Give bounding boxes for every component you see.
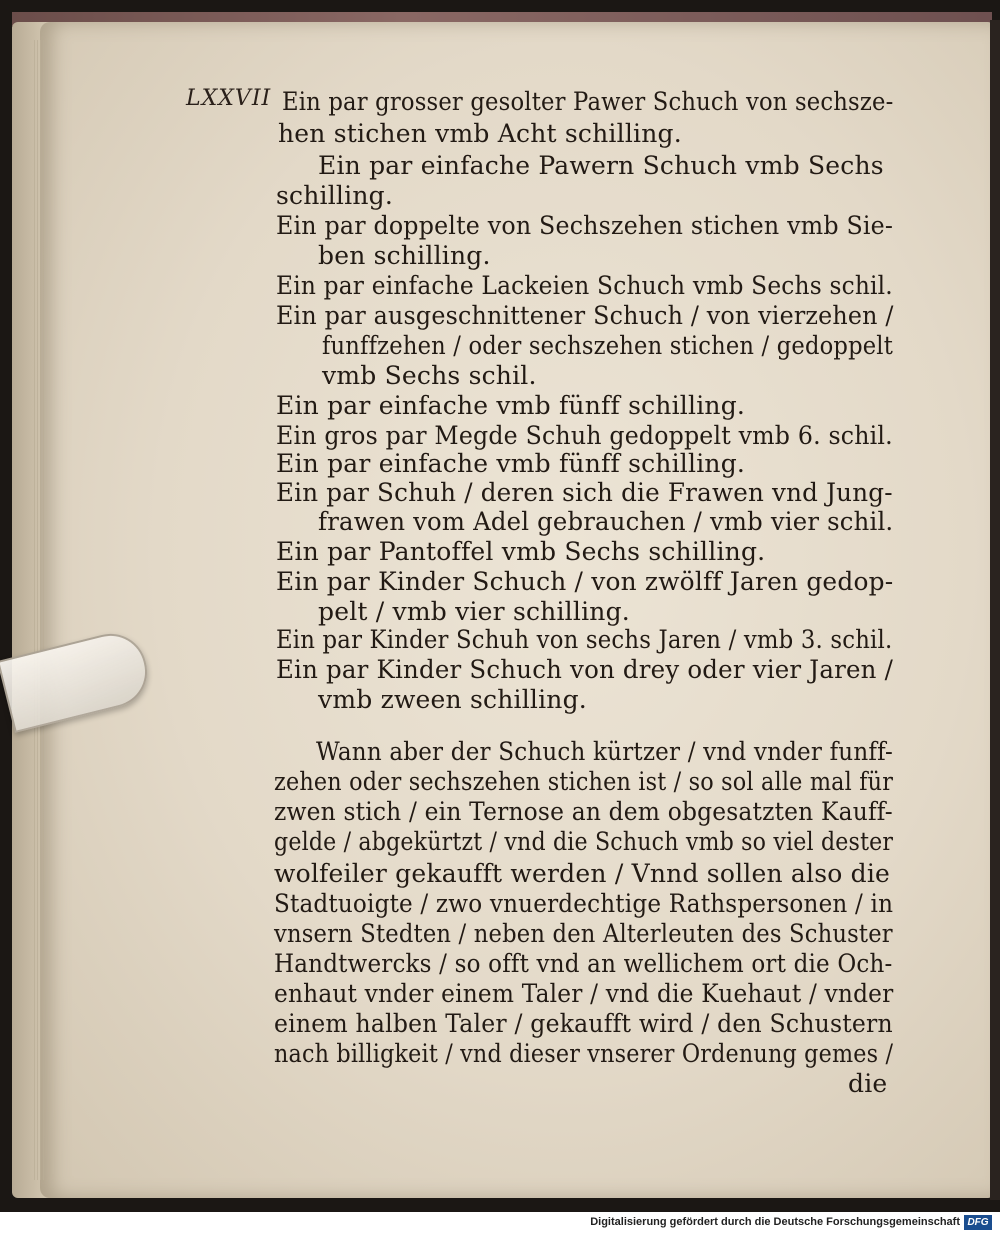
- text-line: Ein par einfache vmb fünff schilling.: [276, 391, 746, 420]
- text-line: zehen oder sechszehen stichen ist / so sol alle mal für: [274, 767, 894, 796]
- text-line: funffzehen / oder sechszehen stichen / gedoppelt: [322, 331, 894, 360]
- text-line: Handtwercks / so offt vnd an wellichem ort die Och-: [274, 949, 893, 978]
- text-line: Ein par einfache Pawern Schuch vmb Sechs: [318, 151, 884, 180]
- right-border: [990, 20, 1000, 1200]
- marginal-number: LXXVII: [186, 86, 272, 111]
- text-line: Ein par ausgeschnittener Schuch / von vierzehen /: [276, 301, 894, 330]
- text-line: ben schilling.: [318, 241, 491, 270]
- text-line: Ein par Kinder Schuh von sechs Jaren / vmb 3. schil.: [276, 625, 893, 654]
- text-line: Ein par grosser gesolter Pawer Schuch von sechsze-: [282, 87, 894, 116]
- text-line: Ein par Kinder Schuch / von zwölff Jaren gedop-: [276, 567, 894, 596]
- text-line: Ein par Pantoffel vmb Sechs schilling.: [276, 537, 766, 566]
- text-line: vmb zween schilling.: [318, 685, 587, 714]
- funding-notice: Digitalisierung gefördert durch die Deutsche Forschungsgemeinschaft: [590, 1216, 960, 1228]
- text-line: nach billigkeit / vnd dieser vnserer Ordenung gemes /: [274, 1039, 894, 1068]
- text-line: Stadtuoigte / zwo vnuerdechtige Rathspersonen / in: [274, 889, 894, 918]
- text-line: Ein gros par Megde Schuh gedoppelt vmb 6. schil.: [276, 421, 893, 450]
- text-line: zwen stich / ein Ternose an dem obgesatzten Kauff-: [274, 797, 893, 826]
- catchword: die: [848, 1069, 888, 1098]
- text-line: pelt / vmb vier schilling.: [318, 597, 630, 626]
- text-line: hen stichen vmb Acht schilling.: [278, 119, 682, 148]
- text-line: vmb Sechs schil.: [322, 361, 537, 390]
- text-line: schilling.: [276, 181, 393, 210]
- text-line: Ein par einfache Lackeien Schuch vmb Sechs schil.: [276, 271, 893, 300]
- footer-bar: [0, 1212, 1000, 1234]
- text-line: Ein par doppelte von Sechszehen stichen vmb Sie-: [276, 211, 894, 240]
- page-edges: [34, 40, 46, 1180]
- text-line: frawen vom Adel gebrauchen / vmb vier schil.: [318, 507, 894, 536]
- text-line: Ein par Schuh / deren sich die Frawen vnd Jung-: [276, 478, 893, 507]
- text-line: wolfeiler gekaufft werden / Vnnd sollen also die: [274, 859, 891, 888]
- text-line: gelde / abgekürtzt / vnd die Schuch vmb so viel dester: [274, 827, 894, 856]
- text-line: vnsern Stedten / neben den Alterleuten des Schuster: [274, 919, 893, 948]
- text-line: Ein par Kinder Schuch von drey oder vier Jaren /: [276, 655, 894, 684]
- text-line: enhaut vnder einem Taler / vnd die Kuehaut / vnder: [274, 979, 894, 1008]
- text-line: Ein par einfache vmb fünff schilling.: [276, 449, 746, 478]
- text-line: einem halben Taler / gekaufft wird / den Schustern: [274, 1009, 893, 1038]
- text-line: Wann aber der Schuch kürtzer / vnd vnder funff-: [316, 737, 893, 766]
- dfg-logo: DFG: [964, 1215, 992, 1230]
